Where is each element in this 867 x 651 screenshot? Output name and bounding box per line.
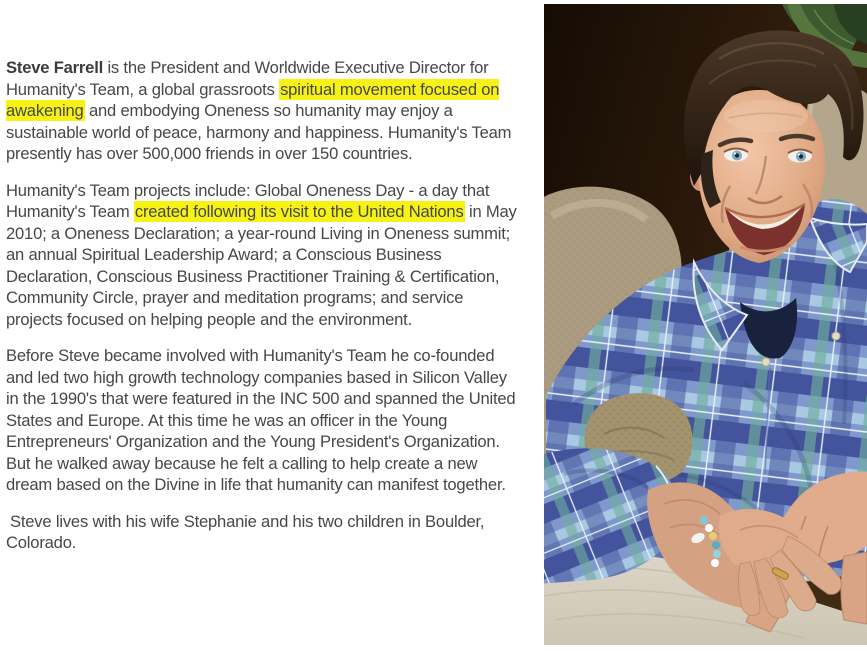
bio-text-segment: is the President and Worldwide Executive Director for Humanity's Team, a global grassroots — [6, 58, 489, 99]
highlighted-text: created following its visit to the United Nations — [134, 202, 464, 221]
steve-farrell-photo — [544, 4, 867, 645]
bio-paragraph-1 — [6, 57, 518, 165]
portrait-illustration — [544, 4, 867, 645]
bio-text-segment: Steve lives with his wife Stephanie and his two children in Boulder, Colorado. — [6, 511, 485, 552]
highlighted-text: spiritual movement focused on awakening — [6, 79, 500, 120]
bio-text-segment: in May 2010; a Oneness Declaration; a year-round Living in Oneness summit; an annual Spiritual Leadership Award; a Conscious Business Declaration, Conscious Business Practitioner Training & Certification, Community Circle, prayer and meditation programs; and service projects focused on helping people and the environment. — [6, 202, 517, 329]
bio-paragraph-3 — [6, 345, 518, 496]
person-name: Steve Farrell — [6, 58, 104, 77]
bio-text-segment: Before Steve became involved with Humanity's Team he co-founded and led two high growth technology companies based in Silicon Valley in the 1990's that were featured in the INC 500 and spanned the United States and Europe. At this time he was an officer in the Young Entrepreneurs' Organization and the Young President's Organization. But he walked away because he felt a calling to help create a new dream based on the Divine in life that humanity can manifest together. — [6, 346, 516, 494]
bio-text-segment: and embodying Oneness so humanity may enjoy a sustainable world of peace, harmony and happiness. Humanity's Team presently has over 500,000 friends in over 150 countries. — [6, 101, 512, 163]
bio-paragraph-2 — [6, 180, 518, 331]
bio-text — [6, 57, 518, 569]
bio-paragraph-4 — [6, 511, 518, 554]
bio-text-segment: Humanity's Team projects include: Global Oneness Day - a day that Humanity's Team — [6, 180, 490, 221]
